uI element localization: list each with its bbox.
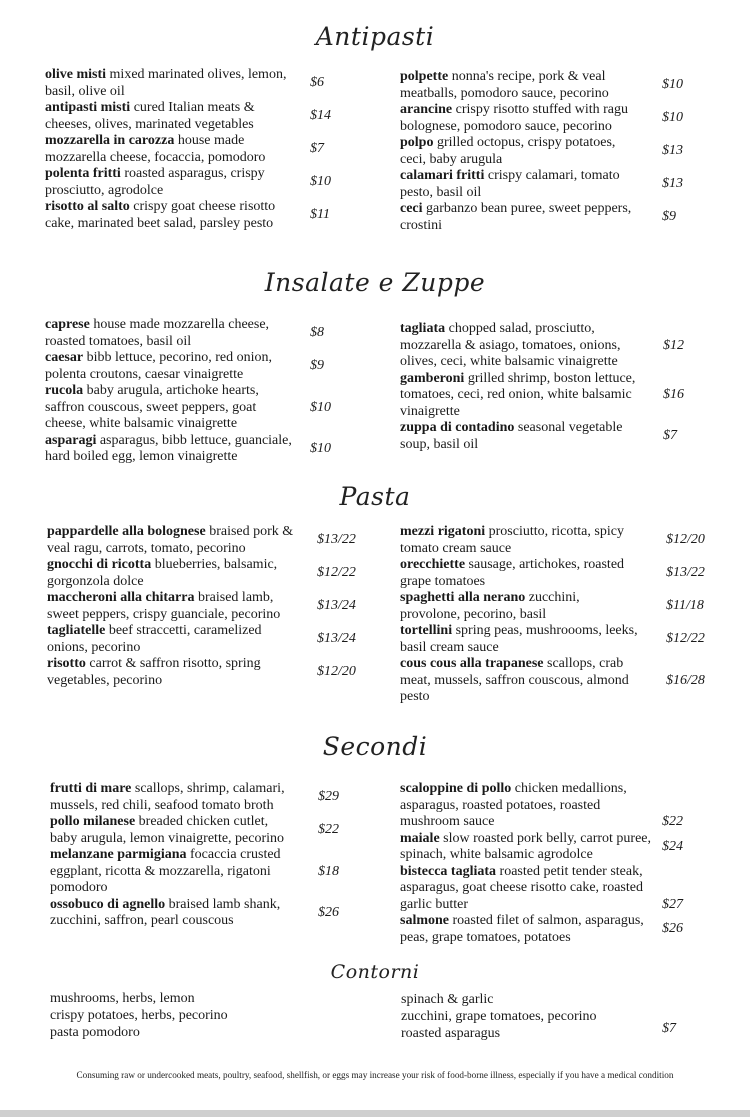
- item-name: maccheroni alla chitarra: [47, 590, 195, 605]
- contorni-right-column: [401, 991, 661, 1042]
- menu-item: [400, 913, 683, 946]
- item-name: mezzi rigatoni: [400, 524, 486, 539]
- item-name: polpette: [400, 69, 449, 84]
- contorni-price: $7: [662, 1021, 676, 1036]
- item-price: $22: [318, 822, 339, 838]
- menu-item: [50, 847, 339, 897]
- item-desc: crispy calamari, tomato pesto, basil oil: [400, 168, 620, 200]
- item-desc: sausage, artichokes, roasted grape tomatoes: [400, 557, 625, 589]
- menu-item: [400, 524, 705, 557]
- item-desc: seasonal vegetable soup, basil oil: [400, 420, 623, 452]
- item-price: $22: [662, 814, 683, 829]
- item-desc: chicken medallions, asparagus, roasted potatoes, roasted mushroom sauce: [400, 781, 627, 829]
- item-price: $10: [310, 399, 331, 415]
- menu-item: [45, 166, 331, 199]
- item-desc: slow roasted pork belly, carrot puree, spinach, white balsamic agrodolce: [400, 830, 652, 862]
- item-name: bistecca tagliata: [400, 863, 497, 879]
- side-item: crispy potatoes, herbs, pecorino: [50, 1008, 228, 1023]
- item-name: caesar: [45, 350, 84, 365]
- item-desc: zucchini, provolone, pecorino, basil: [400, 590, 580, 622]
- item-desc: scallops, crab meat, mussels, saffron couscous, almond pesto: [400, 656, 629, 704]
- item-price: $10: [310, 174, 331, 190]
- menu-item: [45, 133, 324, 166]
- menu-item: [47, 590, 356, 623]
- item-desc: roasted petit tender steak, asparagus, goat cheese risotto cake, roasted garlic butter: [400, 863, 643, 912]
- page-bottom-border: [0, 1110, 750, 1117]
- food-safety-notice: Consuming raw or undercooked meats, poultry, seafood, shellfish, or eggs may increase your risk of food-borne illness, especially if you have a medical condition: [76, 1070, 674, 1080]
- item-desc: mixed marinated olives, lemon, basil, olive oil: [45, 67, 287, 99]
- item-name: arancine: [400, 102, 453, 117]
- item-name: polenta fritti: [45, 166, 121, 181]
- side-item: roasted asparagus: [401, 1026, 501, 1041]
- item-desc: beef straccetti, caramelized onions, pecorino: [47, 623, 262, 655]
- item-desc: braised lamb shank, zucchini, saffron, pearl couscous: [50, 896, 281, 928]
- item-price: $16: [663, 387, 684, 402]
- item-name: asparagi: [45, 432, 97, 448]
- item-price: $13/22: [666, 565, 705, 581]
- menu-item: [45, 432, 331, 466]
- menu-item: [45, 67, 324, 100]
- item-price: $9: [310, 358, 324, 374]
- item-name: risotto: [47, 656, 86, 671]
- item-name: rucola: [45, 383, 84, 398]
- item-price: $13/24: [317, 598, 356, 614]
- item-desc: blueberries, balsamic, gorgonzola dolce: [47, 557, 278, 589]
- item-name: zuppa di contadino: [400, 420, 515, 435]
- menu-item: [400, 168, 683, 201]
- item-desc: bibb lettuce, pecorino, red onion, polenta croutons, caesar vinaigrette: [45, 350, 273, 382]
- item-desc: garbanzo bean puree, sweet peppers, crostini: [400, 201, 632, 233]
- menu-item: [400, 623, 705, 656]
- section-title-pasta: Pasta: [339, 482, 411, 511]
- item-name: olive misti: [45, 67, 107, 82]
- menu-item: [400, 557, 705, 590]
- menu-item: [45, 100, 331, 133]
- item-price: $9: [662, 209, 676, 225]
- menu-item: [400, 201, 676, 234]
- item-price: $24: [662, 838, 683, 854]
- item-price: $12/20: [666, 532, 705, 548]
- item-desc: braised pork & veal ragu, carrots, tomato, pecorino: [47, 524, 294, 556]
- item-desc: breaded chicken cutlet, baby arugula, lemon vinaigrette, pecorino: [50, 814, 285, 846]
- item-price: $13: [662, 176, 683, 192]
- secondi-left-column: [50, 781, 339, 930]
- antipasti-left-column: [45, 67, 331, 232]
- item-name: frutti di mare: [50, 781, 132, 796]
- menu-item: [50, 896, 339, 930]
- item-price: $26: [318, 904, 339, 920]
- section-title-contorni: Contorni: [330, 961, 420, 983]
- item-price: $14: [310, 108, 331, 124]
- item-desc: carrot & saffron risotto, spring vegetables, pecorino: [47, 656, 261, 688]
- side-item: mushrooms, herbs, lemon: [50, 991, 195, 1006]
- item-desc: chopped salad, prosciutto, mozzarella & asiago, tomatoes, onions, olives, ceci, white balsamic vinaigrette: [400, 321, 621, 369]
- item-desc: grilled octopus, crispy potatoes, ceci, baby arugula: [400, 135, 616, 167]
- item-desc: cured Italian meats & cheeses, olives, marinated vegetables: [45, 100, 255, 132]
- item-desc: grilled shrimp, boston lettuce, tomatoes, ceci, red onion, white balsamic vinaigrette: [400, 370, 636, 419]
- item-price: $26: [662, 921, 683, 937]
- item-price: $13: [662, 143, 683, 159]
- item-price: $12/22: [317, 565, 356, 581]
- item-name: ceci: [400, 201, 423, 216]
- item-desc: nonna's recipe, pork & veal meatballs, pomodoro sauce, pecorino: [400, 69, 609, 101]
- item-price: $27: [662, 896, 683, 912]
- section-title-antipasti: Antipasti: [315, 22, 435, 51]
- item-price: $18: [318, 863, 339, 879]
- antipasti-right-column: [400, 69, 683, 234]
- contorni-left-column: [50, 990, 310, 1041]
- item-desc: asparagus, bibb lettuce, guanciale, hard boiled egg, lemon vinaigrette: [45, 432, 292, 464]
- item-price: $12/20: [317, 664, 356, 680]
- menu-item: [400, 781, 683, 831]
- section-title-secondi: Secondi: [322, 732, 428, 761]
- item-name: ossobuco di agnello: [50, 896, 166, 912]
- item-price: $8: [310, 325, 324, 341]
- item-name: melanzane parmigiana: [50, 847, 187, 862]
- item-name: spaghetti alla nerano: [400, 590, 526, 605]
- side-item: pasta pomodoro: [50, 1025, 140, 1040]
- item-desc: house made mozzarella cheese, roasted tomatoes, basil oil: [45, 317, 270, 349]
- menu-item: [47, 557, 356, 590]
- menu-item: [400, 863, 683, 914]
- item-name: pappardelle alla bolognese: [47, 524, 206, 539]
- item-name: tagliatelle: [47, 623, 106, 638]
- menu-item: [400, 590, 704, 623]
- menu-item: [400, 135, 683, 168]
- menu-item: [47, 524, 356, 557]
- section-title-insalate: Insalate e Zuppe: [264, 268, 486, 297]
- item-name: scaloppine di pollo: [400, 781, 512, 796]
- item-desc: house made mozzarella cheese, focaccia, pomodoro: [45, 133, 266, 165]
- item-name: gamberoni: [400, 370, 465, 386]
- item-name: tagliata: [400, 321, 446, 336]
- menu-item: [400, 102, 683, 135]
- item-price: $13/22: [317, 532, 356, 548]
- menu-item: [47, 623, 356, 656]
- menu-item: [45, 199, 330, 232]
- item-desc: scallops, shrimp, calamari, mussels, red chili, seafood tomato broth: [50, 781, 285, 813]
- item-desc: prosciutto, ricotta, spicy tomato cream sauce: [400, 524, 624, 556]
- item-price: $12/22: [666, 631, 705, 647]
- menu-item: [50, 814, 339, 847]
- item-price: $6: [310, 75, 324, 91]
- item-price: $11/18: [666, 598, 704, 614]
- item-price: $11: [310, 207, 330, 223]
- menu-item: [400, 370, 684, 421]
- menu-item: [400, 420, 677, 453]
- insalate-left-column: [45, 317, 331, 466]
- item-name: calamari fritti: [400, 168, 485, 183]
- item-price: $10: [662, 110, 683, 126]
- item-name: caprese: [45, 317, 90, 332]
- side-item: zucchini, grape tomatoes, pecorino: [401, 1009, 597, 1024]
- item-price: $13/24: [317, 631, 356, 647]
- pasta-left-column: [47, 524, 356, 689]
- item-name: cous cous alla trapanese: [400, 656, 544, 671]
- item-desc: baby arugula, artichoke hearts, saffron couscous, sweet peppers, goat cheese, white balsamic vinaigrette: [45, 383, 259, 431]
- pasta-right-column: [400, 524, 705, 706]
- item-name: gnocchi di ricotta: [47, 557, 152, 572]
- item-name: orecchiette: [400, 557, 466, 572]
- item-desc: crispy risotto stuffed with ragu bolognese, pomodoro sauce, pecorino: [400, 102, 628, 134]
- item-desc: spring peas, mushroooms, leeks, basil cream sauce: [400, 623, 638, 655]
- insalate-right-column: [400, 321, 684, 453]
- menu-item: [400, 830, 683, 864]
- item-name: pollo milanese: [50, 814, 136, 829]
- item-name: risotto al salto: [45, 199, 130, 214]
- item-name: tortellini: [400, 623, 453, 638]
- menu-item: [45, 350, 324, 383]
- menu-item: [45, 317, 324, 350]
- side-item: spinach & garlic: [401, 992, 494, 1007]
- item-price: $7: [663, 428, 677, 444]
- item-price: $10: [310, 440, 331, 456]
- menu-item: [400, 321, 684, 371]
- menu-item: [47, 656, 356, 689]
- item-price: $16/28: [666, 672, 705, 688]
- item-desc: crispy goat cheese risotto cake, marinated beet salad, parsley pesto: [45, 199, 276, 231]
- secondi-right-column: [400, 781, 683, 946]
- item-name: maiale: [400, 830, 440, 846]
- item-desc: roasted filet of salmon, asparagus, peas, grape tomatoes, potatoes: [400, 913, 644, 945]
- item-price: $29: [318, 789, 339, 805]
- item-name: mozzarella in carozza: [45, 133, 175, 148]
- item-name: polpo: [400, 135, 434, 150]
- menu-item: [50, 781, 339, 814]
- item-name: salmone: [400, 913, 449, 928]
- item-desc: focaccia crusted eggplant, ricotta & mozzarella, rigatoni pomodoro: [50, 847, 281, 895]
- menu-item: [45, 383, 331, 433]
- item-price: $10: [662, 77, 683, 93]
- menu-item: [400, 69, 683, 102]
- item-name: antipasti misti: [45, 100, 131, 115]
- menu-item: [400, 656, 705, 706]
- item-desc: braised lamb, sweet peppers, crispy guanciale, pecorino: [47, 590, 281, 622]
- item-desc: roasted asparagus, crispy prosciutto, agrodolce: [45, 166, 265, 198]
- item-price: $7: [310, 141, 324, 157]
- item-price: $12: [663, 337, 684, 353]
